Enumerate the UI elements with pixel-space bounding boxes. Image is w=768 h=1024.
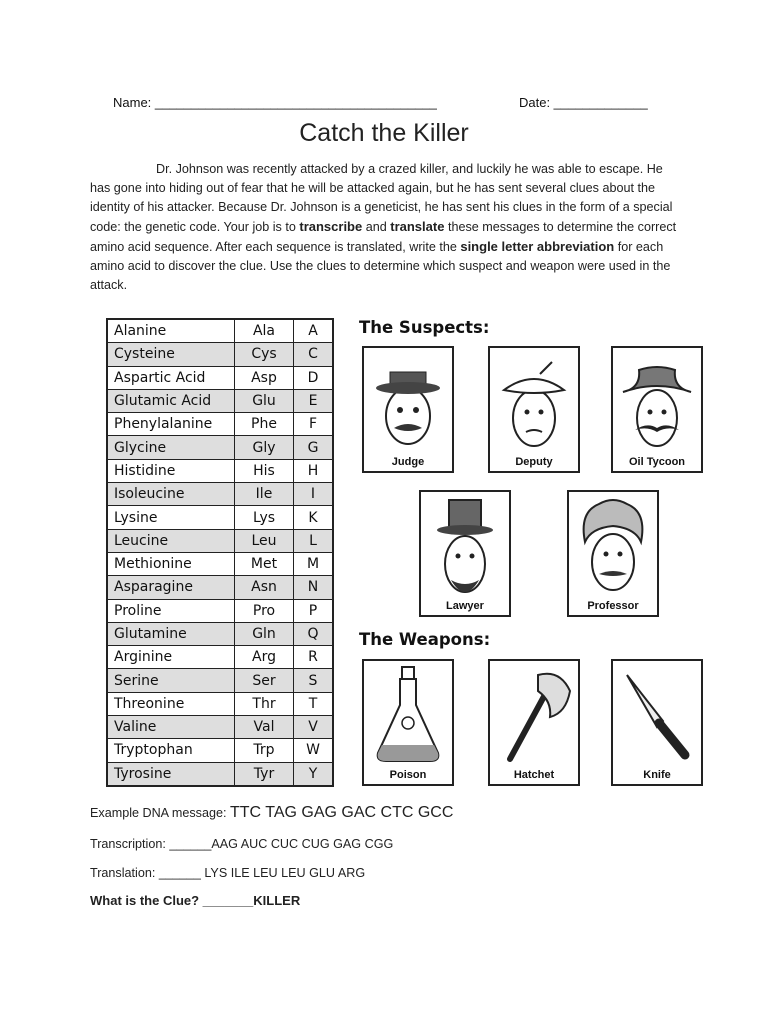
suspect-card-professor[interactable] — [567, 490, 659, 617]
suspect-label: Judge — [391, 456, 425, 468]
table-row — [107, 529, 333, 552]
translation-label: Translation: — [90, 866, 159, 880]
weapons-heading: The Weapons: — [359, 630, 491, 649]
clue-line: What is the Clue? _______KILLER — [90, 893, 301, 908]
amino-acid-name: Threonine — [107, 692, 235, 715]
suspects-heading: The Suspects: — [359, 318, 490, 337]
name-field[interactable]: Name: _______________________________________ — [113, 95, 437, 110]
intro-text-3: these messages to determine the correct amino acid sequence. After each sequence is translated, write the — [90, 220, 677, 254]
amino-acid-letter: S — [294, 669, 334, 692]
amino-acid-name: Lysine — [107, 506, 235, 529]
table-row — [107, 366, 333, 389]
amino-acid-letter: V — [294, 716, 334, 739]
poison-flask-icon — [364, 661, 452, 784]
suspect-card-lawyer[interactable] — [419, 490, 511, 617]
amino-acid-abbr: Pro — [235, 599, 294, 622]
amino-acid-name: Phenylalanine — [107, 413, 235, 436]
suspect-label: Lawyer — [446, 600, 484, 612]
amino-acid-letter: L — [294, 529, 334, 552]
amino-acid-name: Valine — [107, 716, 235, 739]
amino-acid-name: Alanine — [107, 319, 235, 343]
table-row — [107, 413, 333, 436]
amino-acid-table — [106, 318, 334, 787]
intro-bold-translate: translate — [390, 219, 445, 234]
amino-acid-letter: P — [294, 599, 334, 622]
dna-label: Example DNA message: — [90, 806, 230, 820]
table-row — [107, 319, 333, 343]
amino-acid-abbr: Ser — [235, 669, 294, 692]
amino-acid-name: Glutamic Acid — [107, 389, 235, 412]
amino-acid-abbr: Trp — [235, 739, 294, 762]
amino-acid-letter: T — [294, 692, 334, 715]
amino-acid-letter: R — [294, 646, 334, 669]
amino-acid-letter: G — [294, 436, 334, 459]
amino-acid-name: Arginine — [107, 646, 235, 669]
table-row — [107, 436, 333, 459]
suspect-label: Oil Tycoon — [628, 456, 686, 468]
lawyer-face-icon — [421, 492, 509, 615]
amino-acid-letter: N — [294, 576, 334, 599]
hatchet-icon — [490, 661, 578, 784]
amino-acid-letter: Y — [294, 762, 334, 786]
transcription-label: Transcription: — [90, 837, 170, 851]
amino-acid-name: Glutamine — [107, 622, 235, 645]
table-row — [107, 552, 333, 575]
date-field[interactable]: Date: _____________ — [519, 95, 648, 110]
weapon-label: Knife — [643, 769, 671, 781]
amino-acid-letter: I — [294, 483, 334, 506]
professor-face-icon — [569, 492, 657, 615]
translation-value[interactable]: ______ LYS ILE LEU LEU GLU ARG — [158, 866, 366, 880]
amino-acid-letter: A — [294, 319, 334, 343]
weapon-card-hatchet[interactable] — [488, 659, 580, 786]
amino-acid-abbr: Tyr — [235, 762, 294, 786]
amino-acid-letter: F — [294, 413, 334, 436]
transcription-value[interactable]: ______AAG AUC CUC CUG GAG CGG — [169, 837, 394, 851]
amino-acid-abbr: Arg — [235, 646, 294, 669]
translation-line — [90, 866, 365, 880]
table-row — [107, 599, 333, 622]
table-row — [107, 576, 333, 599]
intro-bold-abbreviation: single letter abbreviation — [460, 239, 615, 254]
amino-acid-name: Tryptophan — [107, 739, 235, 762]
amino-acid-name: Histidine — [107, 459, 235, 482]
intro-text-4: for each amino acid to discover the clue. Use the clues to determine which suspect and weapon were used in the attack. — [90, 240, 671, 292]
weapon-label: Poison — [389, 769, 427, 781]
table-row — [107, 716, 333, 739]
table-row — [107, 483, 333, 506]
table-row — [107, 692, 333, 715]
amino-acid-abbr: Ile — [235, 483, 294, 506]
intro-text-2: and — [362, 220, 391, 234]
intro-text-1: Dr. Johnson was recently attacked by a crazed killer, and luckily he was able to escape. He has gone into hiding out of fear that he will be attacked again, but he has sent several clues about the identity of his attacker. Because Dr. Johnson is a geneticist, he has sent his clues in the form of a special code: the genetic code. Your job is to — [90, 162, 673, 234]
amino-acid-abbr: Thr — [235, 692, 294, 715]
page-title: Catch the Killer — [299, 119, 469, 147]
deputy-face-icon — [490, 348, 578, 471]
amino-acid-letter: E — [294, 389, 334, 412]
amino-acid-letter: D — [294, 366, 334, 389]
judge-face-icon — [364, 348, 452, 471]
intro-bold-transcribe: transcribe — [299, 219, 363, 234]
amino-acid-letter: Q — [294, 622, 334, 645]
table-row — [107, 506, 333, 529]
amino-acid-abbr: Phe — [235, 413, 294, 436]
amino-acid-abbr: Gln — [235, 622, 294, 645]
amino-acid-name: Proline — [107, 599, 235, 622]
amino-acid-abbr: Asn — [235, 576, 294, 599]
amino-acid-name: Glycine — [107, 436, 235, 459]
table-row — [107, 622, 333, 645]
amino-acid-letter: C — [294, 343, 334, 366]
amino-acid-abbr: Leu — [235, 529, 294, 552]
table-row — [107, 343, 333, 366]
weapon-label: Hatchet — [513, 769, 555, 781]
amino-acid-name: Leucine — [107, 529, 235, 552]
amino-acid-abbr: Cys — [235, 343, 294, 366]
table-row — [107, 669, 333, 692]
amino-acid-name: Cysteine — [107, 343, 235, 366]
amino-acid-abbr: Lys — [235, 506, 294, 529]
dna-message: TTC TAG GAG GAC CTC GCC — [230, 804, 454, 821]
intro-paragraph — [90, 160, 680, 295]
oil-tycoon-face-icon — [613, 348, 701, 471]
amino-acid-letter: M — [294, 552, 334, 575]
amino-acid-abbr: Met — [235, 552, 294, 575]
table-row — [107, 762, 333, 786]
amino-acid-name: Asparagine — [107, 576, 235, 599]
amino-acid-letter: K — [294, 506, 334, 529]
amino-acid-name: Aspartic Acid — [107, 366, 235, 389]
amino-acid-letter: W — [294, 739, 334, 762]
table-row — [107, 389, 333, 412]
amino-acid-abbr: His — [235, 459, 294, 482]
amino-acid-abbr: Glu — [235, 389, 294, 412]
amino-acid-name: Tyrosine — [107, 762, 235, 786]
table-row — [107, 646, 333, 669]
table-row — [107, 739, 333, 762]
suspect-label: Deputy — [515, 456, 553, 468]
example-dna-line — [90, 804, 453, 822]
amino-acid-abbr: Asp — [235, 366, 294, 389]
amino-acid-letter: H — [294, 459, 334, 482]
amino-acid-name: Isoleucine — [107, 483, 235, 506]
suspect-label: Professor — [587, 600, 639, 612]
amino-acid-abbr: Val — [235, 716, 294, 739]
amino-acid-abbr: Gly — [235, 436, 294, 459]
suspect-card-oil-tycoon[interactable] — [611, 346, 703, 473]
amino-acid-abbr: Ala — [235, 319, 294, 343]
suspect-card-deputy[interactable] — [488, 346, 580, 473]
weapon-card-poison[interactable] — [362, 659, 454, 786]
table-row — [107, 459, 333, 482]
suspect-card-judge[interactable] — [362, 346, 454, 473]
knife-icon — [613, 661, 701, 784]
amino-acid-name: Serine — [107, 669, 235, 692]
weapon-card-knife[interactable] — [611, 659, 703, 786]
amino-acid-name: Methionine — [107, 552, 235, 575]
transcription-line — [90, 837, 393, 851]
